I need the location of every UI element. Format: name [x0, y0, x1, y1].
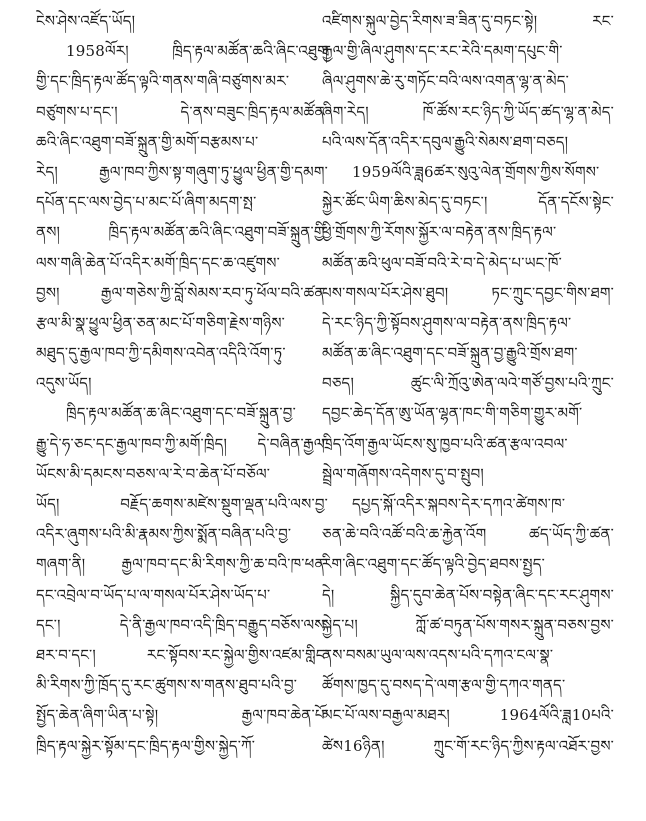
- text-line: ཞིག་རེད། ཁོ་ཚོས་རང་ཉིད་ཀྱི་ཡོད་ཚད་ལྷ་ན་མེད་: [322, 102, 614, 121]
- text-line: ཚོགས་ཁྱད་དུ་བསད་དེ་ལག་རྩལ་གྱི་དཀའ་གནད་: [322, 676, 566, 695]
- text-line: ཕྱི་གྲོགས་ཀྱི་རོགས་སྐྱོར་ལ་བརྟེན་ནས་ཁྲིད་རྟལ་: [322, 223, 557, 242]
- text-line: གྱི་དང་ཁྲིད་རྟལ་ཚོད་ལྟའི་གནས་གཞི་བཙུགས་མར་: [36, 72, 290, 91]
- text-line: རིག་ཞིང་འཐུག་དང་ཚོད་ལྟའི་བྱེད་ཐབས་སྤྱད་: [322, 555, 545, 574]
- text-line: མཚོན་ཆ་ཞིང་འཐུག་དང་བཟོ་སྐྲུན་བྱ་རྒྱུའི་གྲོས་ཐག་: [322, 344, 578, 363]
- text-line: དང་། དེ་ནི་རྒྱལ་ཁབ་འདི་ཁྲིད་བརྒྱུད་བཅོས་ལས་: [36, 615, 328, 634]
- text-line: དེ་རང་ཉིད་ཀྱི་སྟོབས་ཤུགས་ལ་བརྟེན་ནས་ཁྲིད་རྟལ་: [322, 313, 572, 332]
- text-line: ནས་བསམ་ཡུལ་ལས་འདས་པའི་དཀའ་ངལ་སྣ་: [322, 645, 554, 664]
- text-line: བཅད། ཚུང་ལི་ཀྲོའུ་ཨེན་ལའེ་གཙོ་བྱས་པའི་ཀྲུང་: [322, 374, 614, 393]
- text-line: ནས། ཁྲིད་རྟལ་མཚོན་ཆའི་ཞིང་འཐུག་བཟོ་སྐྲུན་གྱི་: [36, 223, 328, 242]
- text-line: བྱས། རྒྱལ་གཅེས་ཀྱི་བློ་སེམས་རབ་ཏུ་ཕོལ་བའི་ཚན་: [36, 283, 328, 302]
- text-line: ཡོད། བརྗོད་ཆགས་མཛེས་སྡུག་ལྡན་པའི་ལས་བྱ་: [36, 495, 328, 513]
- text-line: 1959ལོའི་ཟླ6ཚར་སུའུ་ལེན་གྲོགས་ཀྱིས་སོགས་: [352, 162, 600, 181]
- text-line: དང་འབྲེལ་བ་ཡོད་པ་ལ་གསལ་པོར་ཤེས་ཡོད་པ་: [36, 585, 271, 604]
- text-line: མང་པོ་ལས་བརྒྱལ་མཐར། 1964ལོའི་ཟླ10པའི་: [322, 706, 614, 725]
- text-line: ཁྲིད་རྟལ་མཚོན་ཆ་ཞིང་འཐུག་དང་བཟོ་སྐྲུན་བྱ་: [66, 404, 296, 423]
- text-line: དཔྱད་སྐོ་འདིར་སྐབས་དེར་དཀའ་ཚེགས་ཁ་: [352, 495, 566, 513]
- text-line: ཆའི་ཞིང་འཐུག་བཟོ་སྐྲུན་གྱི་མགོ་བརྩམས་པ་: [36, 132, 259, 151]
- text-line: ལས་གཞི་ཆེན་པོ་འདིར་མགོ་ཁྲིད་དང་ཆ་འཛུགས་: [36, 253, 280, 272]
- text-line: ཐར་བ་དང་། རང་སྟོབས་རང་སྐྱེལ་གྱིས་འཛམ་གླིང་: [36, 645, 328, 664]
- text-line: འདུས་ཡོད།: [36, 374, 92, 393]
- left-text-column: [36, 6, 328, 761]
- text-line: མཐུད་དུ་རྒྱལ་ཁབ་ཀྱི་དམིགས་འབེན་འདིའི་འོག་ཏུ་: [36, 344, 286, 363]
- text-line: ཡོངས་མི་དམངས་བཅས་ལ་རེ་བ་ཆེན་པོ་བཅོལ་: [36, 464, 271, 483]
- text-line: སྦྲེལ་གཞོགས་འདེགས་དུ་བ་སྤུབ།: [322, 464, 484, 483]
- text-line: རྒྱལ་གྱི་ཞིལ་ཤུགས་དང་རང་རེའི་དམག་དཔུང་གི་: [322, 42, 563, 61]
- text-line: སྐྱེར་ཚོང་ཡིག་ཆིས་མེད་དུ་བཏང་། དོན་དངོས་སྟེང་: [322, 193, 614, 212]
- text-line: ཅན་ཆེ་བའི་འཚོ་བའི་ཆ་རྐྱེན་འོག ཚད་ཡོད་ཀྱི་ཚན་: [322, 525, 614, 544]
- text-line: མཚོན་ཆའི་ཕུལ་བཟོ་བའི་རེ་བ་དེ་མེད་པ་ཡང་ཁོ་: [322, 253, 562, 272]
- text-line: འཛིགས་སྐུལ་བྱེད་རིགས་ཟ་ཟིན་དུ་བཏང་སྟེ། རང་: [322, 12, 614, 30]
- text-line: རྩལ་མི་སྣ་ཕྱུལ་ཕྱིན་ཅན་མང་པོ་གཅིག་རྗེས་གཉིས་: [36, 313, 286, 332]
- text-line: ཁྲིད་འོག་རྒྱལ་ཡོངས་སུ་ཁྱབ་པའི་ཚན་རྩལ་འབལ་: [322, 434, 568, 453]
- text-line: དེ། སྐྱིད་དུབ་ཆེན་པོས་བསྟེན་ཞིང་དང་རང་ཤུགས་: [322, 585, 614, 604]
- text-line: ཁྲིད་རྟལ་སྐྱེར་སྟོམ་དང་ཁྲིད་རྟལ་གྱིས་སྐྱེད་ཀོ་: [36, 736, 256, 755]
- right-text-column: [322, 6, 614, 761]
- text-line: འདིར་ཞུགས་པའི་མི་རྣམས་ཀྱིས་སྨོན་བཞིན་པའི་བྱ་: [36, 525, 292, 544]
- text-line: པས་གསལ་པོར་ཤེས་ཐུབ། ཏང་ཀྲུང་དབྱང་གིས་ཐག་: [322, 283, 614, 302]
- text-line: མི་རིགས་ཀྱི་ཁྲོད་དུ་རང་ཚུགས་ས་གནས་ཐུབ་པའི་བྱ་: [36, 676, 298, 695]
- text-line: བཙུགས་པ་དང་། དེ་ནས་བཟུང་ཁྲིད་རྟལ་མཚོན་: [36, 102, 328, 121]
- text-line: གཞག་ནི། རྒྱལ་ཁབ་དང་མི་རིགས་ཀྱི་ཆ་བའི་ཁ་ཕན་: [36, 555, 328, 574]
- text-line: ཚེས16ཉིན། ཀྲུང་གོ་རང་ཉིད་ཀྱིས་རྟལ་འཐོར་བྱས་: [322, 736, 614, 755]
- text-line: ཞིལ་ཤུགས་ཆེ་རུ་གཏོང་བའི་ལས་འགན་ལྷ་ན་མེད་: [322, 72, 569, 91]
- text-line: དཔོན་དང་ལས་བྱེད་པ་མང་པོ་ཞིག་མདག་སྤ་: [36, 193, 257, 212]
- text-line: རྒྱུ་དེ་ཧ་ཅང་དང་རྒྱལ་ཁབ་ཀྱི་མགོ་ཁྲིད། དེ་བཞིན་རྒྱལ་: [36, 434, 328, 453]
- text-line: རེད། རྒྱལ་ཁབ་ཀྱིས་སྟ་གཞུག་ཏུ་ཕྱུལ་ཕྱིན་གྱི་དམག་: [36, 162, 328, 181]
- text-line: སྐྱེད་པ། ཀློ་ཚ་བཏུན་པོས་གསར་སྐྲུན་བཅས་བྱས་: [322, 615, 614, 634]
- text-line: ངེས་ཤེས་འཛོད་ཡོད།: [36, 12, 136, 30]
- text-line: སྤྱོད་ཆེན་ཞིག་ཡིན་པ་སྟེ། རྒྱལ་ཁབ་ཆེན་པོ་: [36, 706, 328, 725]
- text-line: དབྱང་ཆེད་དོན་ཨུ་ཡོན་ལྷན་ཁང་གི་གཅིག་གྱུར་མགོ་: [322, 404, 583, 423]
- text-line: 1958ལོར། ཁྲིད་རྟལ་མཚོན་ཆའི་ཞིང་འཐུག: [66, 42, 328, 61]
- text-line: པའི་ལས་དོན་འདིར་དབུལ་རྒྱུའི་སེམས་ཐག་བཅད།: [322, 132, 569, 151]
